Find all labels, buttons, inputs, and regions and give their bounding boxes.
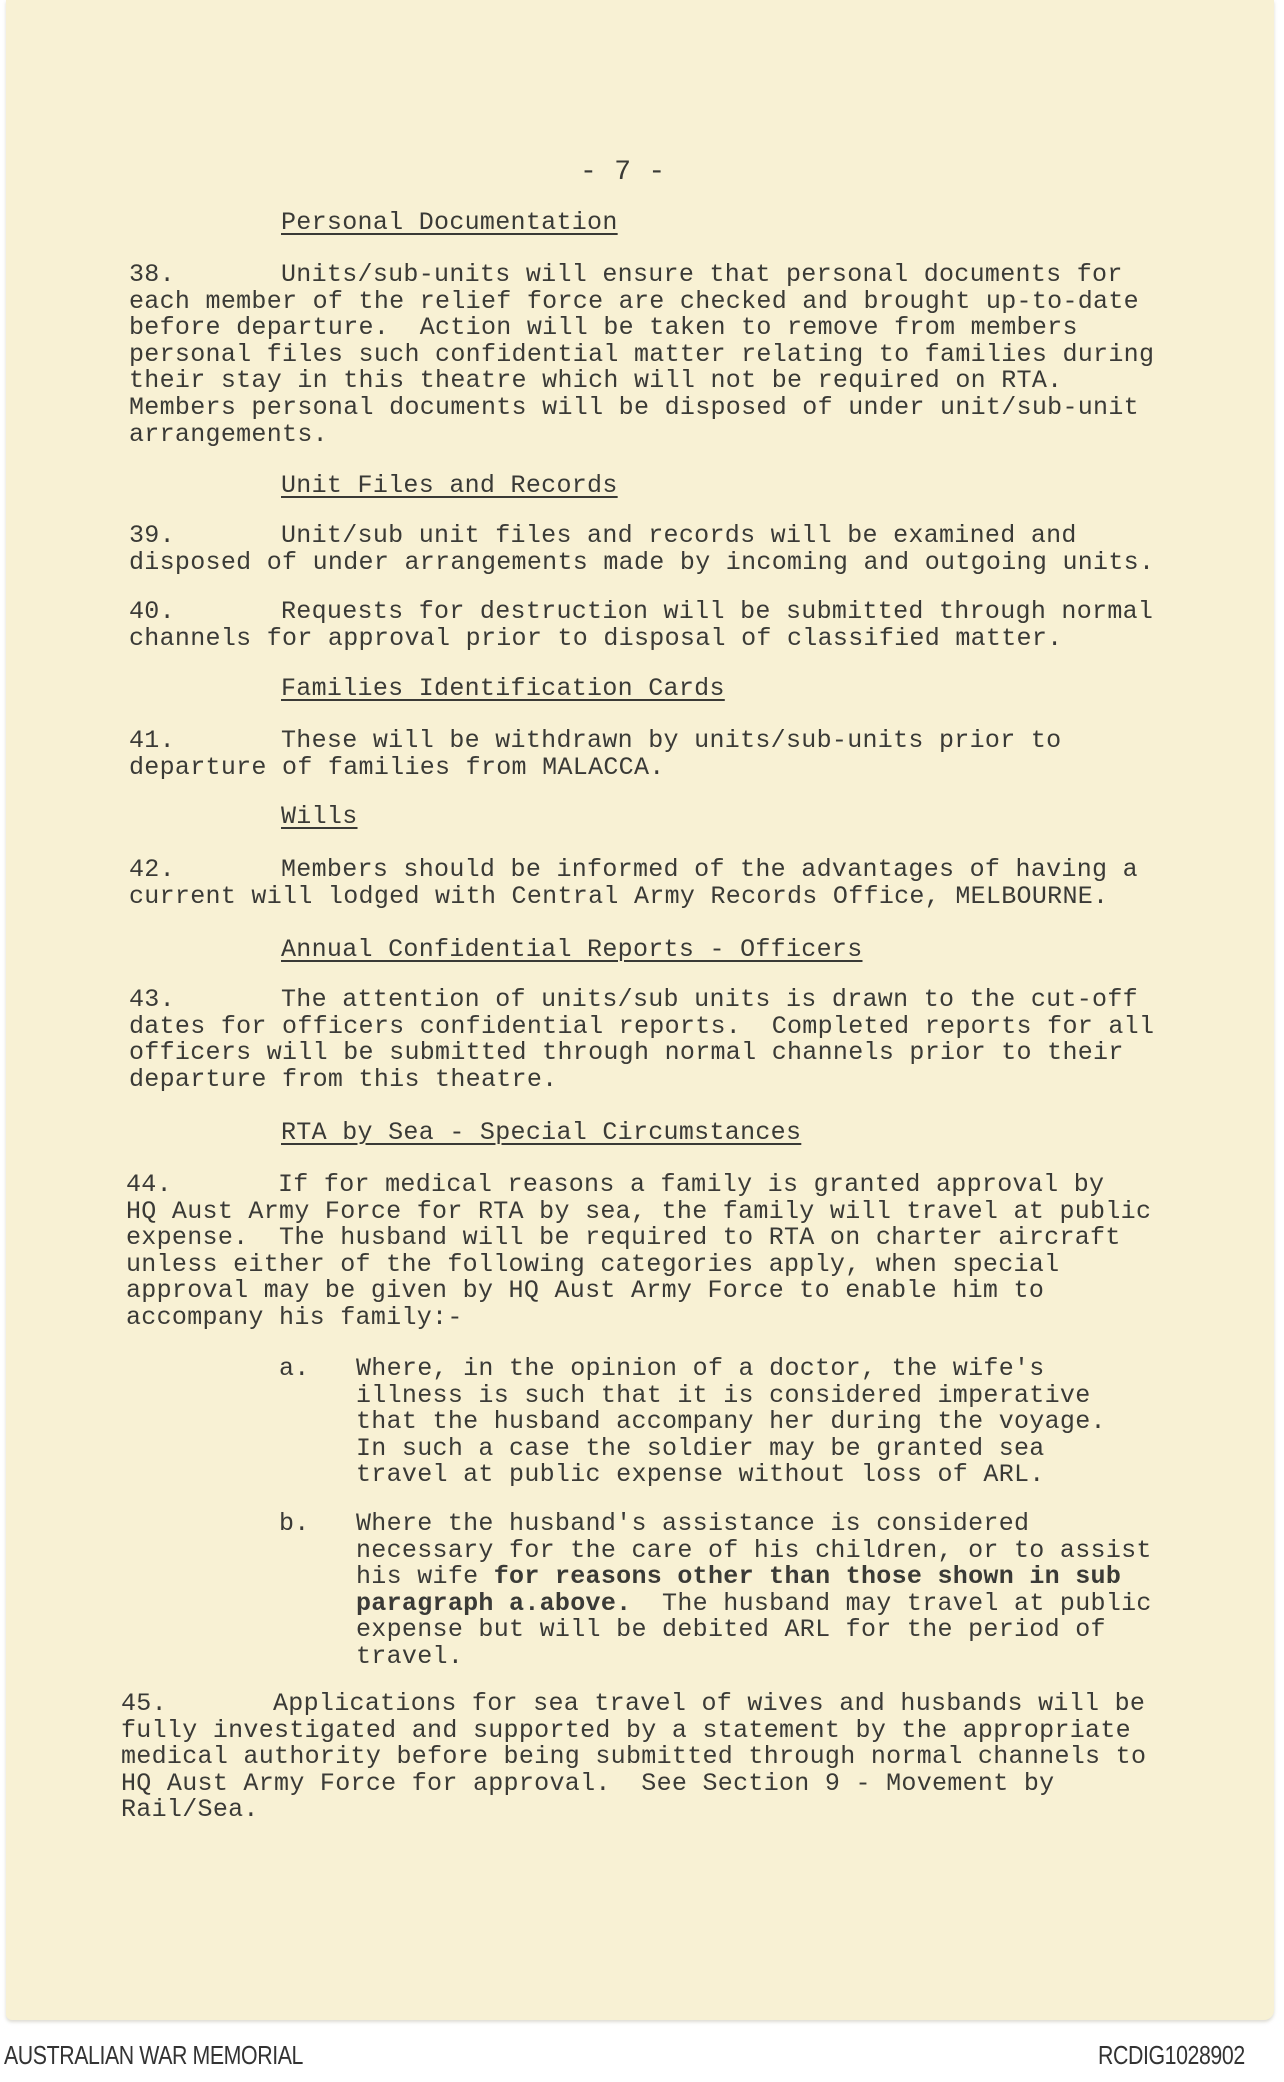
paragraph-line: disposed of under arrangements made by incoming and outgoing units. bbox=[129, 547, 1155, 577]
heading-rta-by-sea: RTA by Sea - Special Circumstances bbox=[281, 1118, 802, 1147]
paragraph-text: If for medical reasons a family is granted approval by bbox=[278, 1170, 1105, 1199]
paragraph-text: Members should be informed of the advantages of having a bbox=[281, 855, 1138, 884]
paragraph-line: Members personal documents will be disposed of under unit/sub-unit bbox=[129, 392, 1139, 422]
subparagraph-line: travel at public expense without loss of ARL. bbox=[356, 1460, 1045, 1490]
b-line bbox=[356, 1588, 1152, 1618]
b-line: expense but will be debited ARL for the period of bbox=[356, 1615, 1106, 1645]
paragraph-line bbox=[129, 599, 1153, 626]
b-bold-text: paragraph a.above. bbox=[356, 1588, 632, 1618]
footer-institution: AUSTRALIAN WAR MEMORIAL bbox=[4, 2040, 303, 2070]
paragraph-line bbox=[121, 1691, 1146, 1718]
footer-record-id: RCDIG1028902 bbox=[1098, 2040, 1245, 2070]
paragraph-number: 41. bbox=[129, 726, 175, 755]
paragraph-line: departure of families from MALACCA. bbox=[129, 752, 665, 782]
paragraph-line: arrangements. bbox=[129, 419, 328, 449]
paragraph-line bbox=[129, 523, 1154, 550]
heading-annual-reports: Annual Confidential Reports - Officers bbox=[281, 935, 863, 964]
paragraph-line: accompany his family:- bbox=[126, 1302, 463, 1332]
paragraph-line: before departure. Action will be taken to remove from members bbox=[129, 313, 1078, 343]
paragraph-line: their stay in this theatre which will not be required on RTA. bbox=[129, 366, 1063, 396]
paragraph-line bbox=[129, 857, 1138, 884]
paragraph-44 bbox=[126, 1172, 1151, 1332]
heading-unit-files: Unit Files and Records bbox=[281, 471, 618, 500]
paragraph-text: Unit/sub unit files and records will be examined and bbox=[281, 521, 1077, 550]
paragraph-line: medical authority before being submitted through normal channels to bbox=[121, 1742, 1147, 1772]
heading-families-id-cards: Families Identification Cards bbox=[281, 674, 725, 703]
paragraph-line: officers will be submitted through normal channels prior to their bbox=[129, 1038, 1124, 1068]
paragraph-line: departure from this theatre. bbox=[129, 1064, 558, 1094]
paragraph-41 bbox=[129, 728, 1061, 781]
paragraph-number: 43. bbox=[129, 985, 175, 1014]
subparagraph-a bbox=[356, 1356, 1106, 1489]
paragraph-number: 42. bbox=[129, 855, 175, 884]
b-text: his wife bbox=[356, 1562, 494, 1592]
paragraph-line: personal files such confidential matter relating to families during bbox=[129, 339, 1155, 369]
b-line bbox=[356, 1564, 1152, 1591]
b-line: necessary for the care of his children, or to assist bbox=[356, 1535, 1152, 1565]
paragraph-line: channels for approval prior to disposal of classified matter. bbox=[129, 623, 1063, 653]
paragraph-line: dates for officers confidential reports. Completed reports for all bbox=[129, 1011, 1155, 1041]
b-text: The husband may travel at public bbox=[631, 1588, 1152, 1618]
paragraph-text: Units/sub-units will ensure that personal documents for bbox=[281, 260, 1123, 289]
subparagraph-b bbox=[356, 1511, 1152, 1671]
paragraph-line: HQ Aust Army Force for approval. See Section 9 - Movement by bbox=[121, 1768, 1055, 1798]
paragraph-line: expense. The husband will be required to RTA on charter aircraft bbox=[126, 1223, 1121, 1253]
paragraph-43 bbox=[129, 987, 1154, 1093]
paragraph-text: Requests for destruction will be submitted through normal bbox=[281, 597, 1154, 626]
paragraph-45 bbox=[121, 1691, 1146, 1824]
paragraph-line bbox=[129, 728, 1061, 755]
b-line: travel. bbox=[356, 1641, 464, 1671]
paragraph-line: unless either of the following categories apply, when special bbox=[126, 1249, 1060, 1279]
heading-personal-documentation: Personal Documentation bbox=[281, 208, 618, 237]
subparagraph-line: In such a case the soldier may be granted sea bbox=[356, 1433, 1045, 1463]
paragraph-number: 38. bbox=[129, 260, 175, 289]
paragraph-number: 39. bbox=[129, 521, 175, 550]
paragraph-40 bbox=[129, 599, 1153, 652]
paragraph-line: fully investigated and supported by a statement by the appropriate bbox=[121, 1715, 1131, 1745]
paragraph-line bbox=[129, 262, 1154, 289]
paragraph-number: 40. bbox=[129, 597, 175, 626]
b-line: Where the husband's assistance is considered bbox=[356, 1509, 1030, 1538]
paragraph-line: each member of the relief force are checked and brought up-to-date bbox=[129, 286, 1139, 316]
subparagraph-line: illness is such that it is considered imperative bbox=[356, 1380, 1091, 1410]
paragraph-38 bbox=[129, 262, 1154, 448]
b-bold-text: for reasons other than those shown in sub bbox=[493, 1562, 1122, 1592]
paragraph-line bbox=[126, 1172, 1151, 1199]
page-number: - 7 - bbox=[580, 157, 666, 188]
paragraph-line bbox=[129, 987, 1154, 1014]
subparagraph-line: Where, in the opinion of a doctor, the wife's bbox=[356, 1354, 1045, 1383]
paragraph-line: approval may be given by HQ Aust Army Force to enable him to bbox=[126, 1276, 1045, 1306]
paragraph-39 bbox=[129, 523, 1154, 576]
subparagraph-a-label: a. bbox=[279, 1354, 310, 1383]
paragraph-text: The attention of units/sub units is drawn to the cut-off bbox=[281, 985, 1138, 1014]
paragraph-line: Rail/Sea. bbox=[121, 1795, 259, 1825]
paragraph-42 bbox=[129, 857, 1138, 910]
paragraph-line: current will lodged with Central Army Records Office, MELBOURNE. bbox=[129, 881, 1109, 911]
paragraph-number: 44. bbox=[126, 1170, 172, 1199]
paragraph-text: Applications for sea travel of wives and husbands will be bbox=[273, 1689, 1146, 1718]
paragraph-line: HQ Aust Army Force for RTA by sea, the family will travel at public bbox=[126, 1196, 1152, 1226]
paragraph-number: 45. bbox=[121, 1689, 167, 1718]
subparagraph-b-label: b. bbox=[279, 1509, 310, 1538]
heading-wills: Wills bbox=[281, 802, 358, 831]
paragraph-text: These will be withdrawn by units/sub-units prior to bbox=[281, 726, 1062, 755]
subparagraph-line: that the husband accompany her during the voyage. bbox=[356, 1407, 1106, 1437]
